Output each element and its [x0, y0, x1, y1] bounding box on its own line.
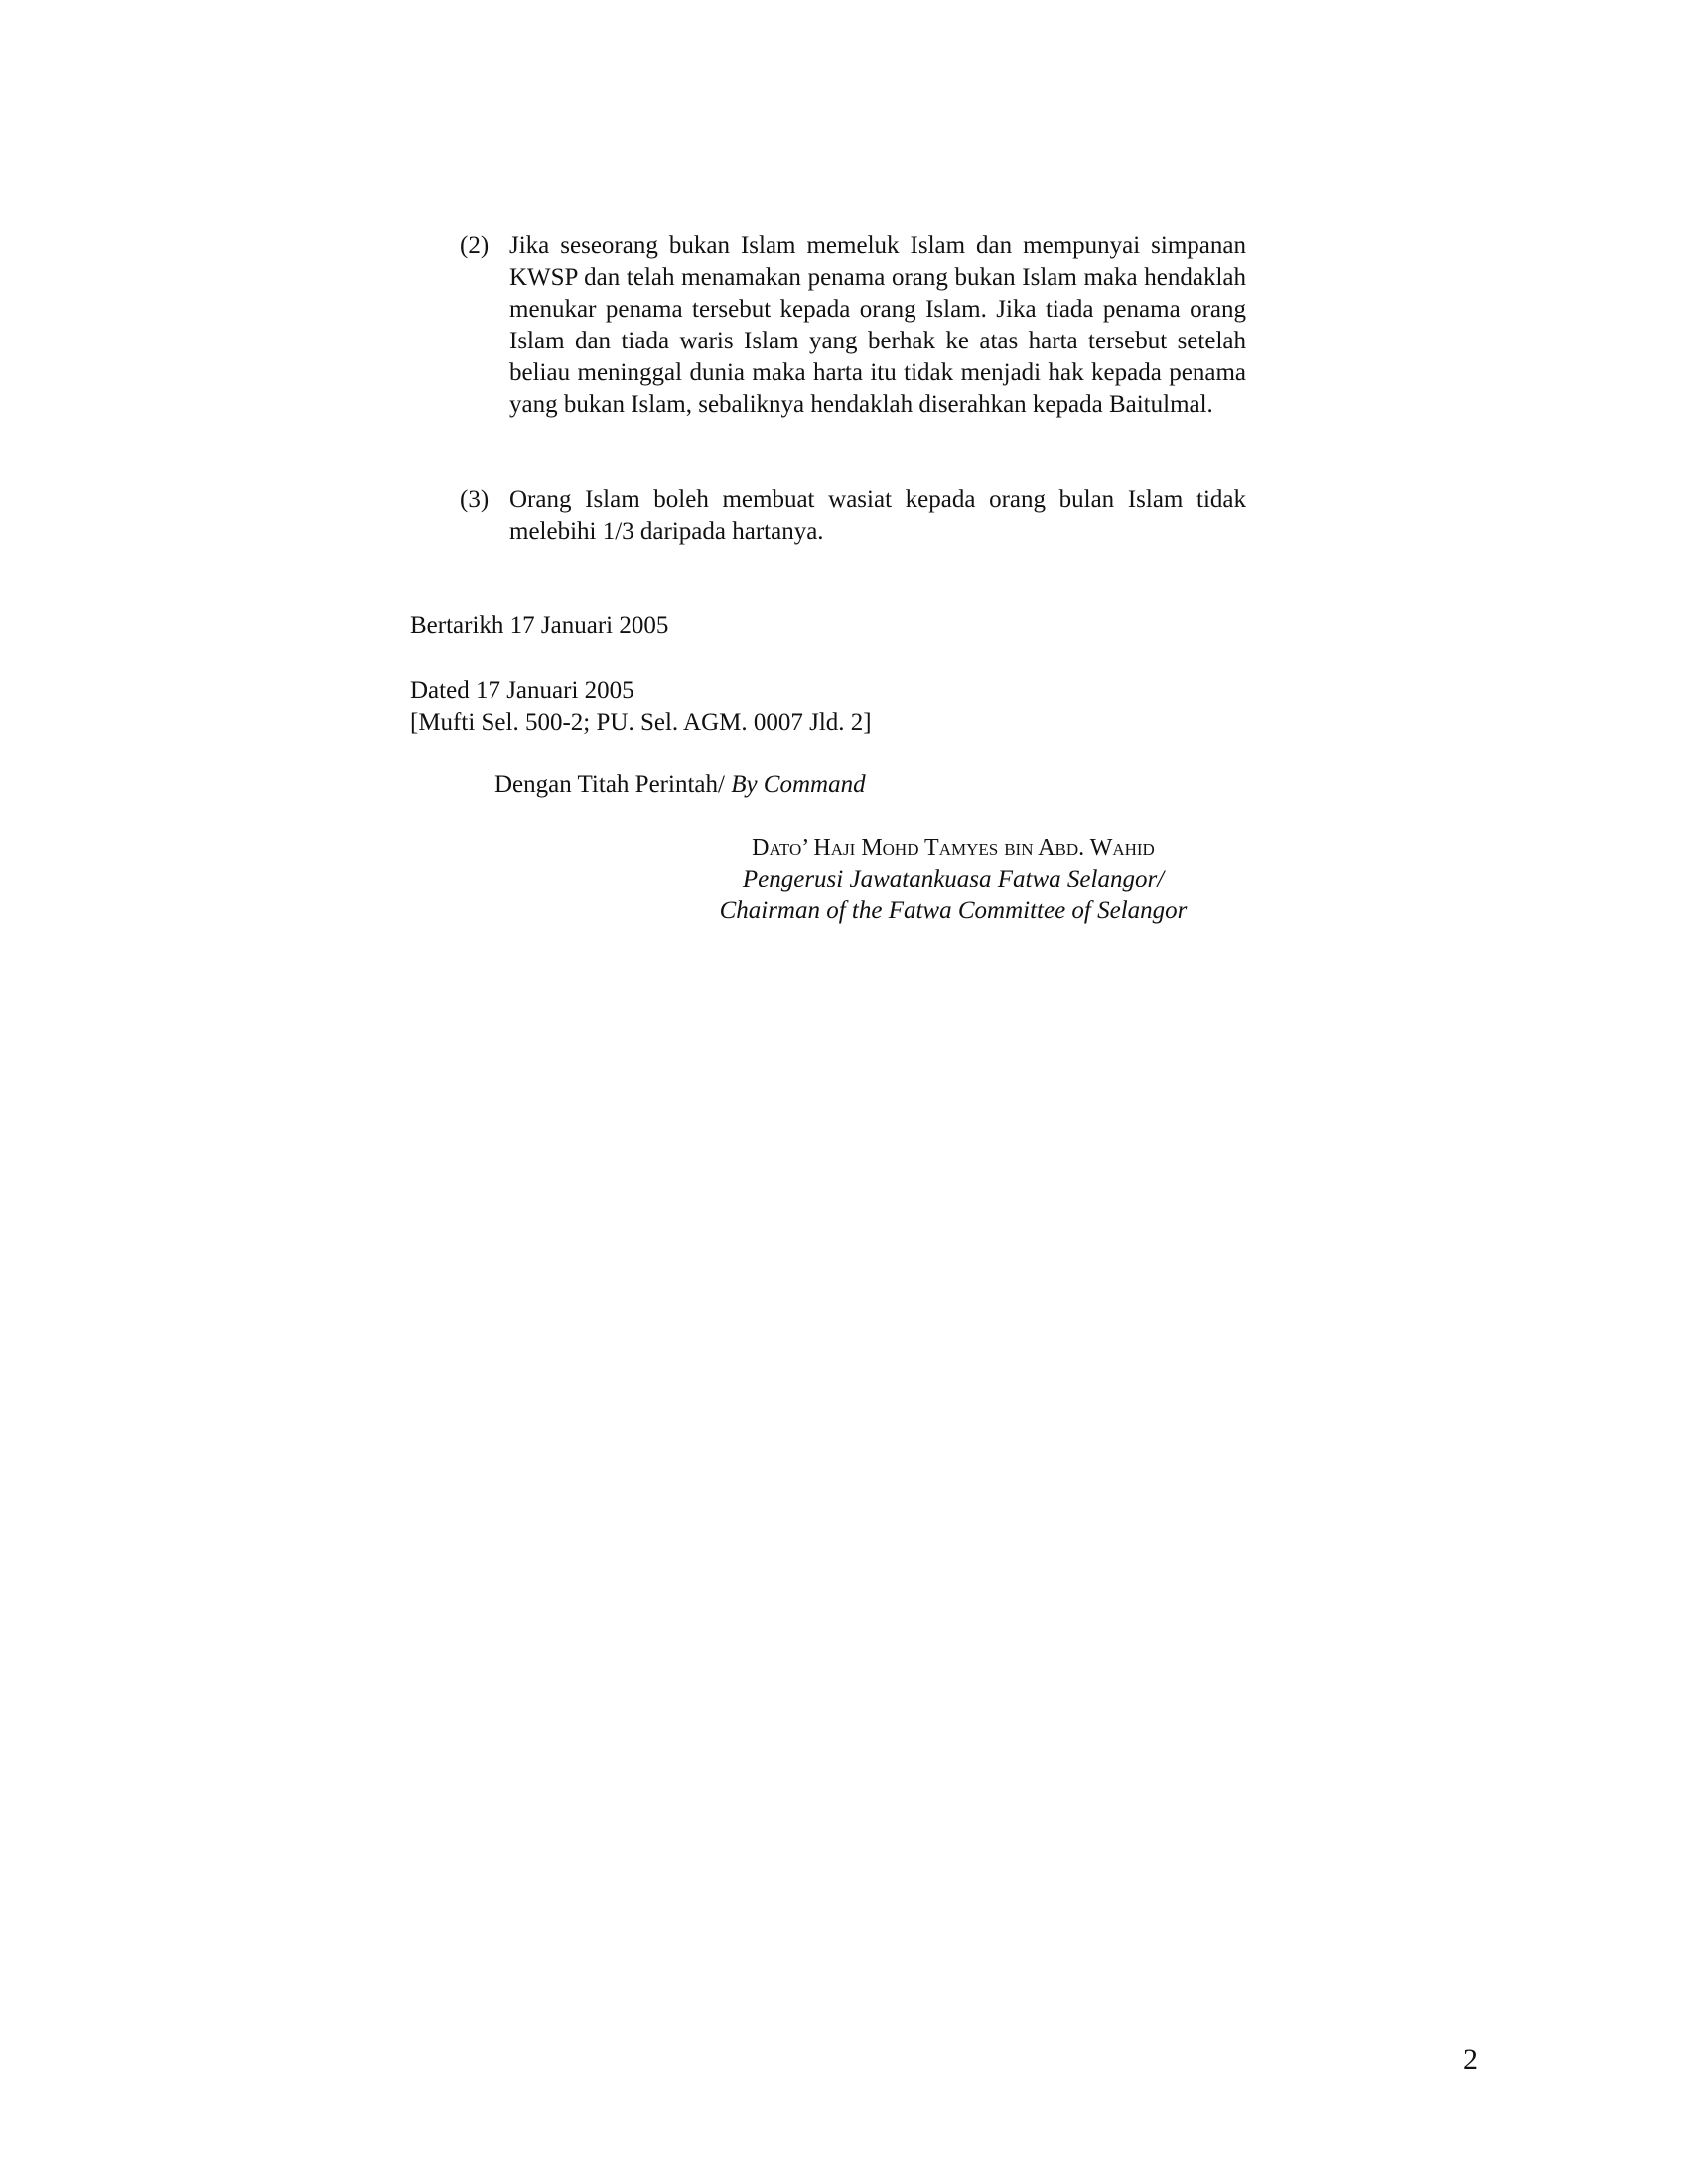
clause-number: (3): [460, 486, 490, 513]
command-english: By Command: [731, 771, 866, 798]
page-number: 2: [1463, 2043, 1477, 2076]
signatory-title-english: Chairman of the Fatwa Committee of Selangor: [719, 897, 1188, 924]
signatory-name: Dato’ Haji Mohd Tamyes bin Abd. Wahid: [752, 835, 1155, 861]
clause-number: (2): [460, 232, 490, 259]
date-line-malay: Bertarikh 17 Januari 2005: [410, 613, 669, 639]
date-line-english: Dated 17 Januari 2005: [410, 677, 634, 704]
command-malay: Dengan Titah Perintah/: [494, 771, 732, 798]
command-line: [494, 769, 866, 801]
clause-3: [460, 484, 1246, 548]
clause-2: [460, 230, 1246, 421]
clause-text: Orang Islam boleh membuat wasiat kepada orang bulan Islam tidak melebihi 1/3 daripada hartanya.: [509, 486, 1246, 545]
reference-number: [Mufti Sel. 500-2; PU. Sel. AGM. 0007 Jld. 2]: [410, 709, 872, 736]
clause-text: Jika seseorang bukan Islam memeluk Islam dan mempunyai simpanan KWSP dan telah menamakan penama orang bukan Islam maka hendaklah menukar penama tersebut kepada orang Islam. Jika tiada penama orang Islam dan tiada waris Islam yang berhak ke atas harta tersebut setelah beliau meninggal dunia maka harta itu tidak menjadi hak kepada penama yang bukan Islam, sebaliknya hendaklah diserahkan kepada Baitulmal.: [509, 232, 1246, 418]
signatory-title-malay: Pengerusi Jawatankuasa Fatwa Selangor/: [742, 866, 1165, 892]
